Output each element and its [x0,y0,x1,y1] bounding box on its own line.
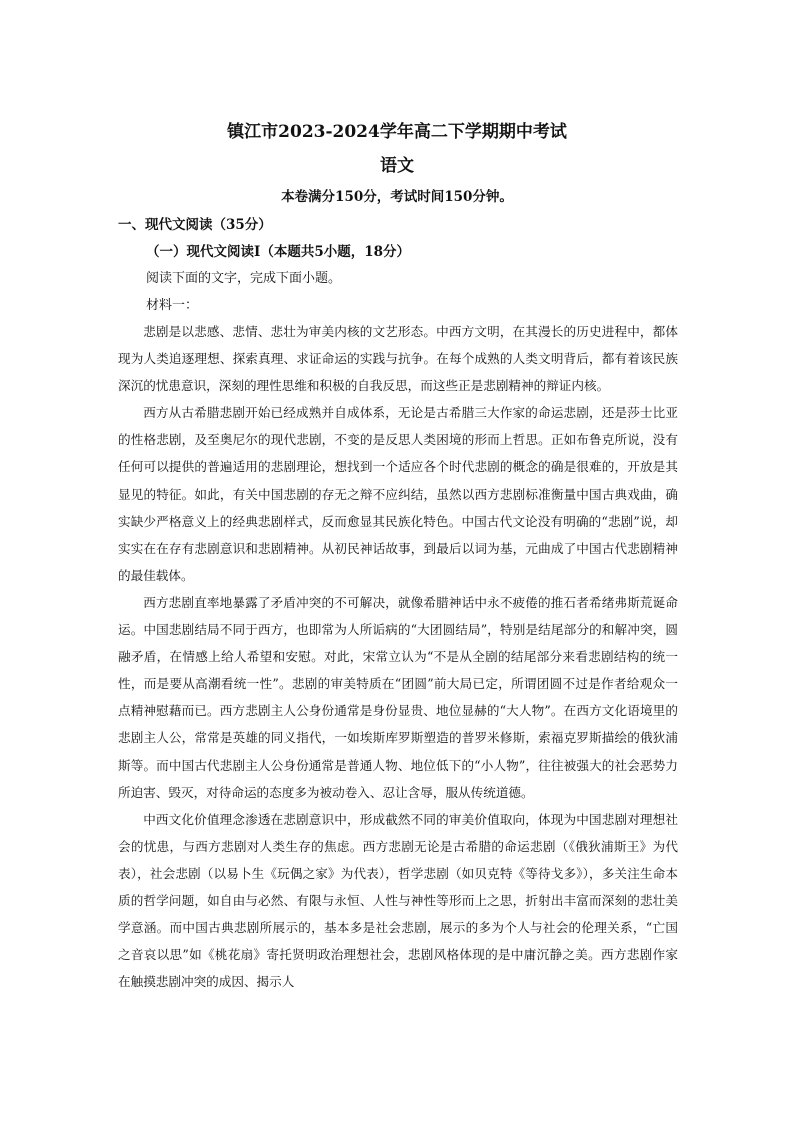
passage-paragraph: 西方悲剧直率地暴露了矛盾冲突的不可解决，就像希腊神话中永不疲倦的推石者希绪弗斯荒诞命运。中国悲剧结局不同于西方，也即常为人所诟病的“大团圆结局”，特别是结尾部分的和解冲突，圆融矛盾，在情感上给人希望和安慰。对此，宋常立认为“不是从全剧的结尾部分来看悲剧结构的统一性，而是要从高潮看统一性”。悲剧的审美特质在“团圆”前大局已定，所谓团圆不过是作者给观众一点精神慰藉而已。西方悲剧主人公身份通常是身份显贵、地位显赫的“大人物”。在西方文化语境里的悲剧主人公，常常是英雄的同义指代，一如埃斯库罗斯塑造的普罗米修斯，索福克罗斯描绘的俄狄浦斯等。而中国古代悲剧主人公身份通常是普通人物、地位低下的“小人物”，往往被强大的社会恶势力所迫害、毁灭，对待命运的态度多为被动卷入、忍让含辱，服从传统道德。 [118,594,678,800]
subsection-heading: （一）现代文阅读Ⅰ（本题共5小题，18分） [146,244,410,260]
passage-paragraph: 中西文化价值理念渗透在悲剧意识中，形成截然不同的审美价值取向，体现为中国悲剧对理想社会的忧患，与西方悲剧对人类生存的焦虑。西方悲剧无论是古希腊的命运悲剧（《俄狄浦斯王》为代表），社会悲剧（以易卜生《玩偶之家》为代表），哲学悲剧（如贝克特《等待戈多》），多关注生命本质的哲学问题，如自由与必然、有限与永恒、人性与神性等形而上之思，折射出丰富而深刻的悲壮美学意涵。而中国古典悲剧所展示的，基本多是社会悲剧，展示的多为个人与社会的伦理关系，“亡国之音哀以思”如《桃花扇》寄托贤明政治理想社会，悲剧风格体现的是中庸沉静之美。西方悲剧作家在触摸悲剧冲突的成因、揭示人 [118,811,678,990]
exam-title: 镇江市2023-2024学年高二下学期期中考试 [227,122,567,142]
exam-info: 本卷满分150分，考试时间150分钟。 [281,189,513,205]
subject-title: 语文 [380,156,414,176]
passage-paragraph: 西方从古希腊悲剧开始已经成熟并自成体系，无论是古希腊三大作家的命运悲剧，还是莎士比亚的性格悲剧，及至奥尼尔的现代悲剧，不变的是反思人类困境的形而上哲思。正如布鲁克所说，没有任何可以提供的普遍适用的悲剧理论，想找到一个适应各个时代悲剧的概念的确是很难的，开放是其显见的特征。如此，有关中国悲剧的存无之辩不应纠结，虽然以西方悲剧标准衡量中国古典戏曲，确实缺少严格意义上的经典悲剧样式，反而愈显其民族化特色。中国古代文论没有明确的“悲剧”说，却实实在在存有悲剧意识和悲剧精神。从初民神话故事，到最后以词为基，元曲成了中国古代悲剧精神的最佳载体。 [118,405,678,583]
material-label: 材料一： [146,298,199,313]
passage-paragraph: 悲剧是以悲感、悲情、悲壮为审美内核的文艺形态。中西方文明，在其漫长的历史进程中，都体现为人类追逐理想、探索真理、求证命运的实践与抗争。在每个成熟的人类文明背后，都有着该民族深沉的忧患意识，深刻的理性思维和积极的自我反思，而这些正是悲剧精神的辩证内核。 [118,324,678,394]
passage-body [118,318,678,995]
section-heading: 一、现代文阅读（35分） [118,217,272,233]
reading-instruction: 阅读下面的文字，完成下面小题。 [146,271,342,286]
